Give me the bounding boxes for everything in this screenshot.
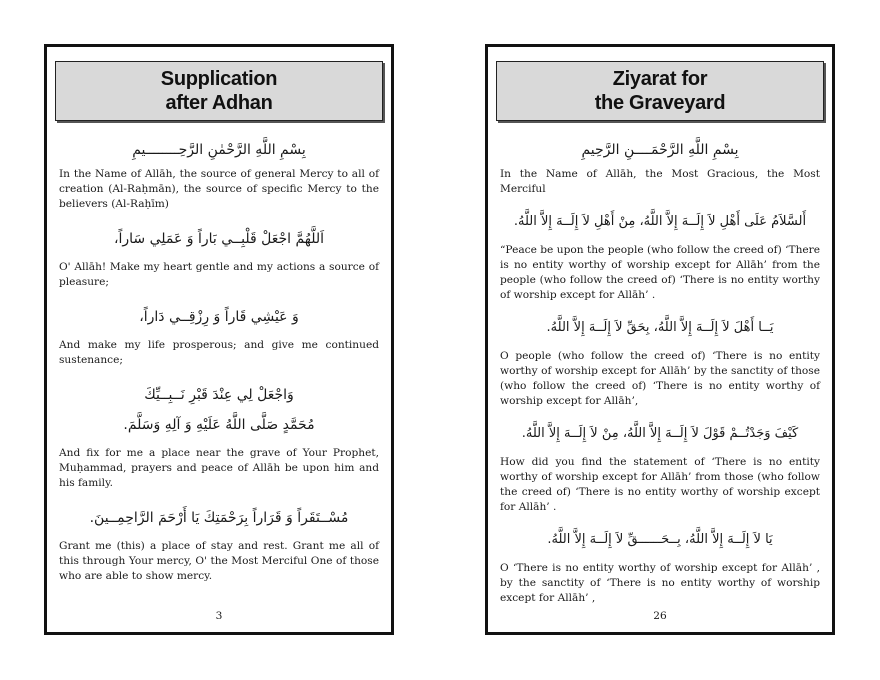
arabic-verse-1: اَللَّهُمَّ اجْعَلْ قَلْبِــي بَاراً وَ عَمَلِي سَاراً، (113, 231, 325, 247)
arabic-verse-5: مُسْــتَقَراً وَ قَرَاراً بِرَحْمَتِكَ يَا أَرْحَمَ الرَّاحِمِــينَ. (89, 510, 349, 526)
arabic-verse-2: وَ عَيْشِي قَاراً وَ رِزْقِــي دَاراً، (139, 309, 299, 325)
translation-4: O ‘There is no entity worthy of worship except for Allāh’ , by the sanctity of ‘There is no entity worthy of worship except for Allāh’ , (500, 562, 820, 604)
arabic-verse-4: يَا لاَ إِلَــهَ إِلاَّ اللَّهُ، بِــحَــــــقِّ لاَ إِلَــهَ إِلاَّ اللَّهُ. (547, 532, 773, 547)
bismillah-arabic: بِسْمِ اللَّهِ الرَّحْمَــــنِ الرَّحِيمِ (581, 142, 739, 158)
page-title-line-1: Ziyarat for (612, 68, 708, 90)
page-number: 26 (653, 610, 667, 622)
translation-3: How did you find the statement of ‘There is no entity worthy of worship except for Allāh’ from those (who follow the creed of) ‘There is no entity worthy of worship except for Allāh’ . (500, 456, 820, 513)
page-body (500, 133, 820, 606)
page-title-line-2: after Adhan (165, 92, 273, 114)
bismillah-translation: In the Name of Allāh, the Most Gracious, the Most Merciful (500, 168, 820, 195)
translation-4: Grant me (this) a place of stay and rest. Grant me all of this through Your mercy, O' the Most Merciful One of those who are able to show mercy. (59, 540, 379, 582)
bismillah-arabic: بِسْمِ اللَّهِ الرَّحْمٰنِ الرَّحِــــــــيمِ (132, 142, 306, 158)
translation-2: O people (who follow the creed of) ‘There is no entity worthy of worship except for Allāh’ by the sanctity of those (who follow the creed of) ‘There is no entity worthy of worship except for Allāh’, (500, 350, 820, 407)
page-title-line-2: the Graveyard (594, 92, 726, 114)
title-box (55, 61, 383, 121)
arabic-verse-3: كَيْفَ وَجَدْتُــمْ قَوْلَ لاَ إِلَــهَ إِلاَّ اللَّهُ، مِنْ لاَ إِلَــهَ إِلاَّ اللَّهُ. (521, 426, 799, 441)
title-box (496, 61, 824, 121)
arabic-verse-1: أَلسَّلاَمُ عَلَى أَهْلِ لاَ إِلَــهَ إِلاَّ اللَّهُ، مِنْ أَهْلِ لاَ إِلَــهَ إِلاَّ اللَّهُ. (513, 214, 807, 229)
arabic-verse-3: وَاجْعَلْ لِي عِنْدَ قَبْرِ نَــبِــيِّكَ (144, 387, 294, 403)
page-title-line-1: Supplication (160, 68, 278, 90)
left-page (44, 44, 394, 635)
arabic-verse-4: مُحَمَّدٍ صَلَّى اللَّهُ عَلَيْهِ وَ آلِهِ وَسَلَّمَ. (123, 417, 315, 433)
translation-3: And fix for me a place near the grave of Your Prophet, Muḥammad, prayers and peace of Allāh be upon him and his family. (59, 447, 379, 489)
translation-2: And make my life prosperous; and give me continued sustenance; (59, 339, 379, 366)
right-page (485, 44, 835, 635)
page-number: 3 (215, 610, 223, 622)
translation-1: “Peace be upon the people (who follow the creed of) ‘There is no entity worthy of worship except for Allāh’ from the people (who follow the creed of) ‘There is no entity worthy of worship except for Allāh’ . (500, 244, 820, 301)
bismillah-translation: In the Name of Allāh, the source of general Mercy to all of creation (Al-Raḥmān), the source of specific Mercy to the believers (Al-Raḥīm) (59, 168, 379, 210)
translation-1: O' Allāh! Make my heart gentle and my actions a source of pleasure; (59, 261, 379, 288)
arabic-verse-2: يَــا أَهْلَ لاَ إِلَــهَ إِلاَّ اللَّهُ، بِحَقِّ لاَ إِلَــهَ إِلاَّ اللَّهُ. (546, 320, 774, 335)
page-body (59, 133, 379, 584)
